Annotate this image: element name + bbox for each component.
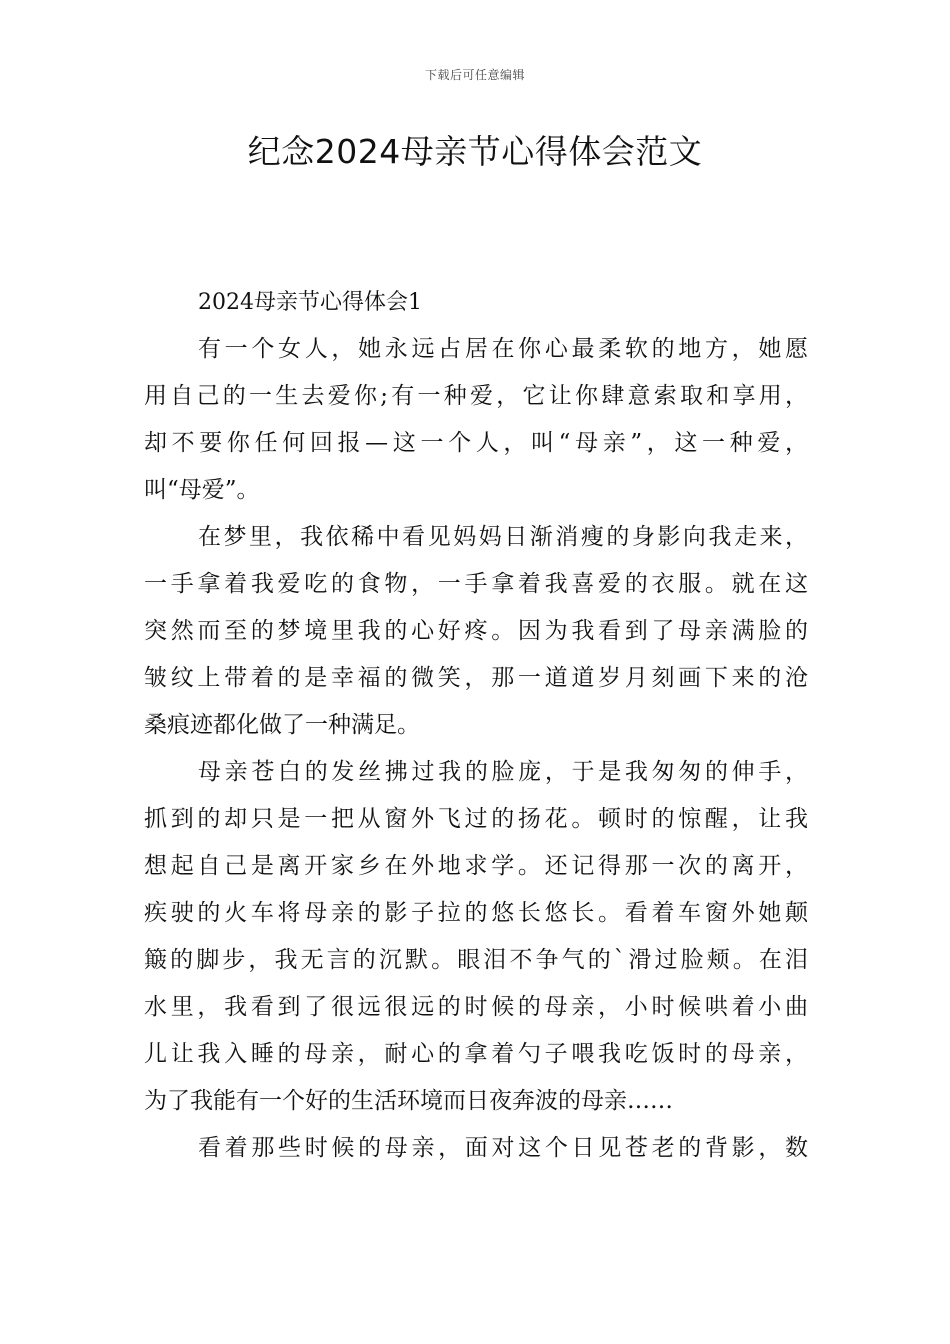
paragraph-line: 皱纹上带着的是幸福的微笑，那一道道岁月刻画下来的沧 <box>144 665 808 691</box>
paragraph-4 <box>144 1125 808 1172</box>
paragraph-line: 疾驶的火车将母亲的影子拉的悠长悠长。看着车窗外她颠 <box>144 900 808 926</box>
paragraph-line: 突然而至的梦境里我的心好疼。因为我看到了母亲满脸的 <box>144 618 808 644</box>
section-subheading: 2024母亲节心得体会1 <box>198 290 422 315</box>
paragraph-line: 水里，我看到了很远很远的时候的母亲，小时候哄着小曲 <box>144 994 808 1020</box>
header-note: 下载后可任意编辑 <box>424 68 525 82</box>
paragraph-line: 有一个女人，她永远占居在你心最柔软的地方，她愿 <box>198 336 808 362</box>
paragraph-line: 母亲苍白的发丝拂过我的脸庞，于是我匆匆的伸手， <box>198 759 808 785</box>
paragraph-line: 看着那些时候的母亲，面对这个日见苍老的背影，数 <box>198 1135 808 1161</box>
paragraph-line: 想起自己是离开家乡在外地求学。还记得那一次的离开， <box>144 853 808 879</box>
paragraph-line: 簸的脚步，我无言的沉默。眼泪不争气的`滑过脸颊。在泪 <box>144 947 808 973</box>
paragraph-line: 用自己的一生去爱你;有一种爱，它让你肆意索取和享用， <box>144 383 808 409</box>
paragraph-1 <box>144 326 808 514</box>
paragraph-line: 为了我能有一个好的生活环境而日夜奔波的母亲…… <box>144 1088 673 1114</box>
paragraph-line: 一手拿着我爱吃的食物，一手拿着我喜爱的衣服。就在这 <box>144 571 808 597</box>
document-body <box>144 279 808 1172</box>
document-title: 纪念2024母亲节心得体会范文 <box>247 132 703 171</box>
paragraph-line: 在梦里，我依稀中看见妈妈日渐消瘦的身影向我走来， <box>198 524 808 550</box>
paragraph-line: 叫“母爱”。 <box>144 477 260 503</box>
paragraph-line: 桑痕迹都化做了一种满足。 <box>144 712 420 738</box>
paragraph-line: 却不要你任何回报—这一个人，叫“母亲”，这一种爱， <box>144 430 808 456</box>
paragraph-line: 儿让我入睡的母亲，耐心的拿着勺子喂我吃饭时的母亲， <box>144 1041 808 1067</box>
paragraph-line: 抓到的却只是一把从窗外飞过的扬花。顿时的惊醒，让我 <box>144 806 808 832</box>
paragraph-3 <box>144 749 808 1125</box>
paragraph-2 <box>144 514 808 749</box>
